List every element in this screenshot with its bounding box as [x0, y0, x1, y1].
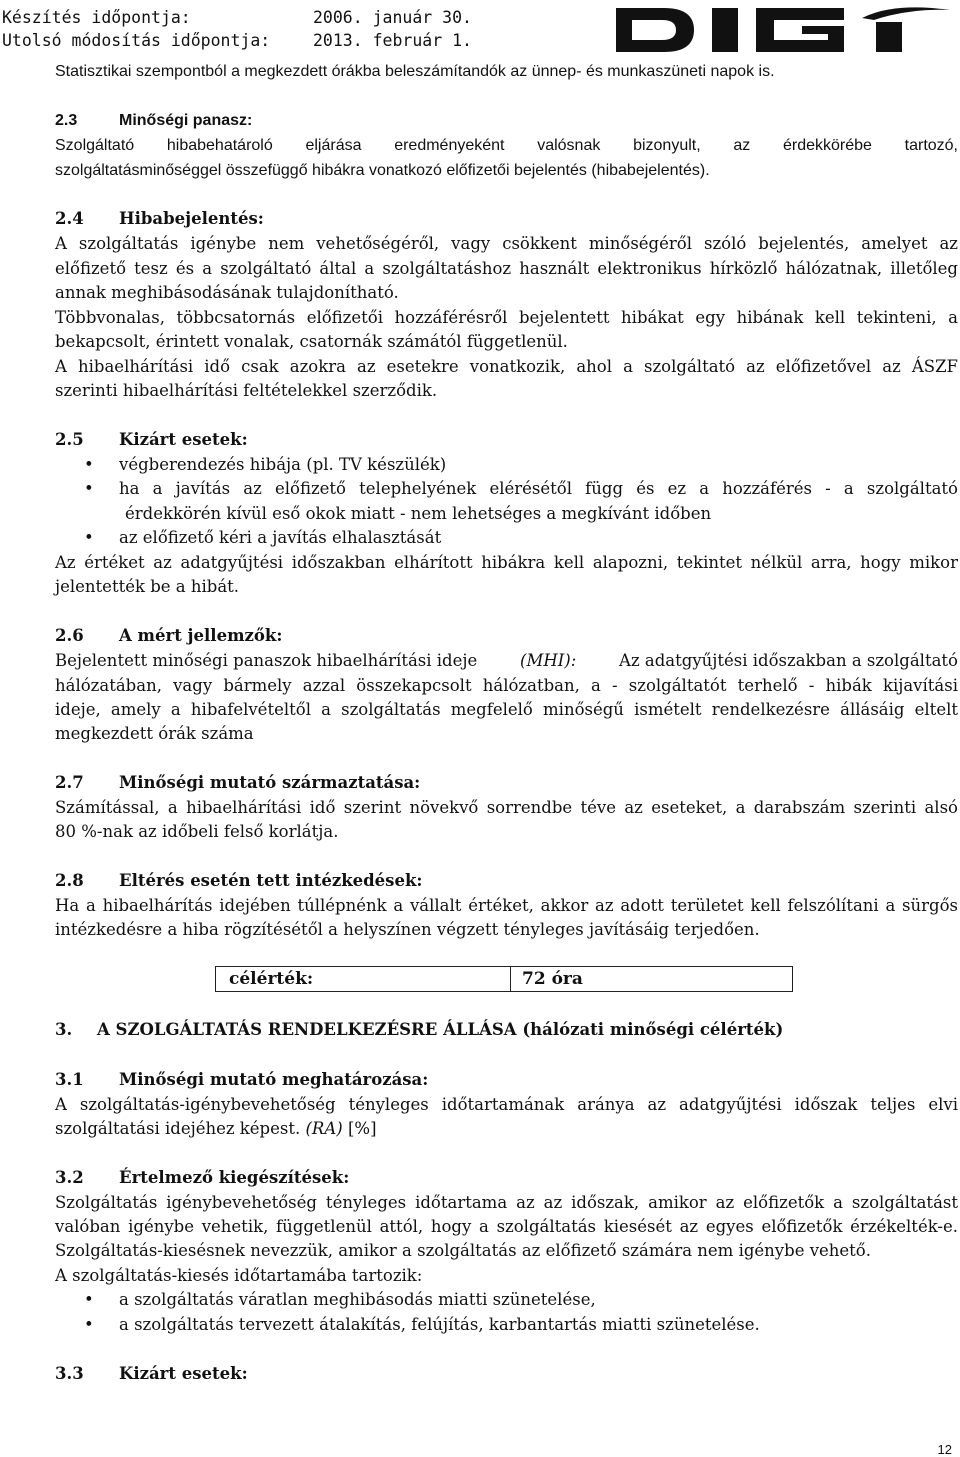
created-value: 2006. január 30.: [313, 8, 472, 27]
section-title: Kizárt esetek:: [119, 1364, 248, 1383]
paragraph-line: ideje, amely a hibafelvételtől a szolgáltatás megfelelő minőségű ismételt rendelkezésre állásáig eltelt: [55, 700, 958, 719]
paragraph-line: Az értéket az adatgyűjtési időszakban elhárított hibákra kell alapozni, tekintet nélkül arra, hogy mikor: [55, 553, 958, 572]
bullet-icon: •: [84, 1315, 94, 1334]
paragraph-line: Ha a hibaelhárítás idejében túllépnénk a vállalt értéket, akkor az adott területet kell felszólítani a sürgős: [55, 896, 958, 915]
paragraph-line: hálózatában, vagy bármely azzal összekapcsolt hálózatban, a - szolgáltatót terhelő - hibák kijavítási: [55, 676, 958, 695]
paragraph-line: A szolgáltatás-igénybevehetőség tényleges időtartamának aránya az adatgyűjtési időszak teljes elvi: [55, 1095, 958, 1114]
section-2-8-heading: [55, 869, 958, 893]
paragraph-line: bekapcsolt, érintett vonalak, csatornák számától függetlenül.: [55, 332, 568, 351]
list-item-text: a szolgáltatás tervezett átalakítás, felújítás, karbantartás miatti szünetelése.: [119, 1315, 760, 1334]
list-item-text: ha a javítás az előfizető telephelyének elérésétől függ és ez a hozzáférés - a szolgáltató: [119, 479, 958, 498]
section-3-1-heading: [55, 1068, 958, 1092]
section-number: 2.8: [55, 871, 84, 890]
list-item-text: a szolgáltatás váratlan meghibásodás miatti szünetelése,: [119, 1290, 596, 1309]
paragraph-line: Szolgáltatás igénybevehetőség tényleges időtartama az az időszak, amikor az előfizetők a szolgáltatást: [55, 1193, 958, 1212]
section-title: A mért jellemzők:: [119, 626, 283, 645]
paragraph-line: A szolgáltatás igénybe nem vehetőségéről, vagy csökkent minőségéről szóló bejelentés, amelyet az: [55, 234, 958, 253]
section-number: 3.1: [55, 1070, 84, 1089]
bullet-icon: •: [84, 479, 94, 498]
bullet-icon: •: [84, 455, 94, 474]
modified-label: Utolsó módosítás időpontja:: [2, 31, 271, 50]
section-number: 3.: [55, 1020, 73, 1039]
list-item-text: érdekkörén kívül eső okok miatt - nem lehetséges a megkívánt időben: [125, 504, 712, 523]
section-title: Eltérés esetén tett intézkedések:: [119, 871, 423, 890]
section-title: Hibabejelentés:: [119, 209, 264, 228]
created-label: Készítés időpontja:: [2, 8, 191, 27]
list-item-text: az előfizető kéri a javítás elhalasztását: [119, 528, 442, 547]
paragraph-line: [55, 649, 958, 673]
ra-abbreviation: (RA): [305, 1119, 343, 1138]
section-2-4-heading: [55, 207, 958, 231]
ra-definition-pre: szolgáltatási idejéhez képest.: [55, 1119, 301, 1138]
section-number: 2.6: [55, 626, 84, 645]
paragraph-line: A hibaelhárítási idő csak azokra az esetekre vonatkozik, ahol a szolgáltató az előfizetővel az ÁSZF: [55, 357, 958, 376]
section-title: Minőségi mutató meghatározása:: [119, 1070, 429, 1089]
paragraph-line: megkezdett órák száma: [55, 724, 254, 743]
paragraph-line: Szolgáltató hibabehatároló eljárása eredményeként valósnak bizonyult, az érdekkörébe tartozó,: [55, 137, 958, 154]
section-number: 3.2: [55, 1168, 84, 1187]
section-number: 2.5: [55, 430, 84, 449]
section-3-2-heading: [55, 1166, 958, 1190]
section-3-3-heading: [55, 1362, 958, 1386]
section-title: Értelmező kiegészítések:: [119, 1168, 350, 1187]
mhi-definition-pre: Bejelentett minőségi panaszok hibaelhárítási ideje: [55, 651, 478, 670]
page-number: 12: [937, 1442, 952, 1457]
paragraph-line: jelentették be a hibát.: [55, 577, 240, 596]
section-title: A SZOLGÁLTATÁS RENDELKEZÉSRE ÁLLÁSA (hálózati minőségi célérték): [97, 1020, 784, 1039]
ra-unit: [%]: [347, 1119, 377, 1138]
paragraph-line: intézkedésre a hiba rögzítésétől a helyszínen végzett tényleges javításáig terjedően.: [55, 920, 760, 939]
section-2-3-heading: [55, 109, 958, 133]
paragraph-line: előfizető tesz és a szolgáltató által a szolgáltatáshoz használt elektronikus hírközlő hálózatnak, illetőleg: [55, 259, 958, 278]
section-3-heading: [55, 1018, 958, 1042]
section-title: Minőségi mutató származtatása:: [119, 773, 421, 792]
section-2-6-heading: [55, 624, 958, 648]
mhi-abbreviation: (MHI):: [520, 651, 577, 670]
section-title: Minőségi panasz:: [119, 112, 253, 129]
mhi-definition-post: Az adatgyűjtési időszakban a szolgáltató: [619, 651, 958, 670]
paragraph-line: valóban igénybe vehetik, függetlenül attól, hogy a szolgáltatás kiesését az egyes előfizetők érzékelték-e.: [55, 1217, 958, 1236]
section-number: 3.3: [55, 1364, 84, 1383]
section-2-7-heading: [55, 771, 958, 795]
target-value: 72 óra: [522, 969, 583, 989]
section-number: 2.4: [55, 209, 84, 228]
paragraph-line: Számítással, a hibaelhárítási idő szerint növekvő sorrendbe téve az eseteket, a darabszám szerinti alsó: [55, 798, 958, 817]
target-value-table: [215, 966, 793, 992]
bullet-icon: •: [84, 1290, 94, 1309]
modified-value: 2013. február 1.: [313, 31, 472, 50]
intro-line: Statisztikai szempontból a megkezdett órákba beleszámítandók az ünnep- és munkaszüneti napok is.: [55, 63, 775, 80]
target-label: célérték:: [216, 967, 511, 991]
section-number: 2.7: [55, 773, 84, 792]
paragraph-line: Többvonalas, többcsatornás előfizetői hozzáférésről bejelentett hibákat egy hibának kell tekinteni, a: [55, 308, 958, 327]
paragraph-line: 80 %-nak az időbeli felső korlátja.: [55, 822, 339, 841]
paragraph-line: [55, 1117, 958, 1141]
list-item-text: végberendezés hibája (pl. TV készülék): [119, 455, 447, 474]
paragraph-line: szerinti hibaelhárítási feltételekkel szerződik.: [55, 381, 438, 400]
paragraph-line: annak meghibásodásának tulajdonítható.: [55, 283, 399, 302]
paragraph-line: szolgáltatásminőséggel összefüggő hibákra vonatkozó előfizetői bejelentés (hibabejelentés).: [55, 162, 710, 179]
bullet-icon: •: [84, 528, 94, 547]
paragraph-line: Szolgáltatás-kiesésnek nevezzük, amikor a szolgáltatás az előfizető számára nem igénybe vehető.: [55, 1241, 871, 1260]
digi-logo: [614, 4, 954, 56]
section-2-5-heading: [55, 428, 958, 452]
section-title: Kizárt esetek:: [119, 430, 248, 449]
section-number: 2.3: [55, 112, 78, 129]
paragraph-line: A szolgáltatás-kiesés időtartamába tartozik:: [55, 1266, 423, 1285]
